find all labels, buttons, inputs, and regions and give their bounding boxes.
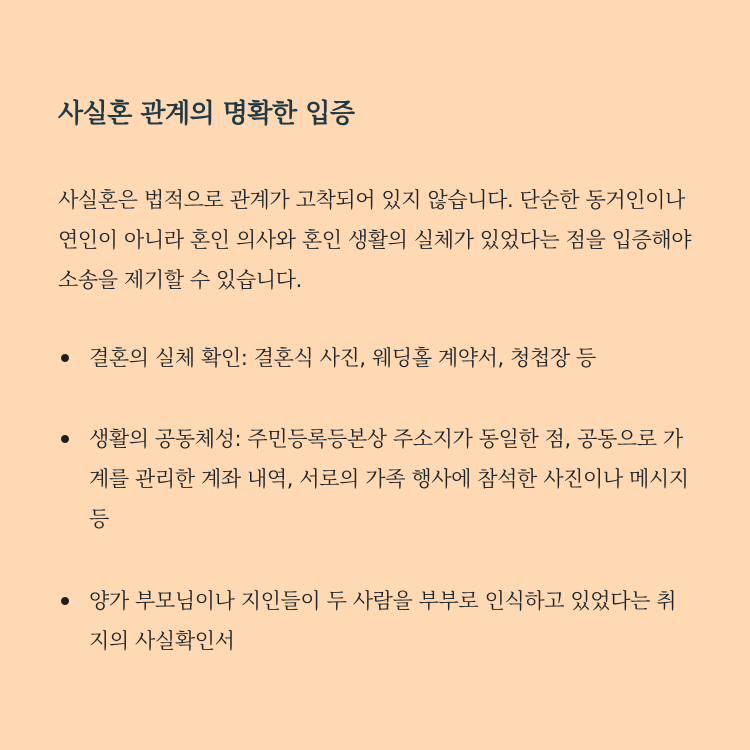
bullet-dot-icon bbox=[61, 435, 69, 443]
list-item-text: 생활의 공동체성: 주민등록등본상 주소지가 동일한 점, 공동으로 가계를 관리한 계좌 내역, 서로의 가족 행사에 참석한 사진이나 메시지 등 bbox=[89, 427, 689, 531]
list-item bbox=[58, 419, 698, 539]
list-item bbox=[58, 581, 698, 661]
intro-paragraph: 사실혼은 법적으로 관계가 고착되어 있지 않습니다. 단순한 동거인이나 연인이 아니라 혼인 의사와 혼인 생활의 실체가 있었다는 점을 입증해야 소송을 제기할 수 있습니다. bbox=[58, 188, 692, 292]
list-item-text: 양가 부모님이나 지인들이 두 사람을 부부로 인식하고 있었다는 취지의 사실확인서 bbox=[89, 589, 677, 653]
bullet-dot-icon bbox=[61, 354, 69, 362]
bullet-dot-icon bbox=[61, 597, 69, 605]
page-title: 사실혼 관계의 명확한 입증 bbox=[58, 99, 355, 129]
list-item-text: 결혼의 실체 확인: 결혼식 사진, 웨딩홀 계약서, 청첩장 등 bbox=[89, 346, 596, 370]
list-item bbox=[58, 338, 698, 378]
